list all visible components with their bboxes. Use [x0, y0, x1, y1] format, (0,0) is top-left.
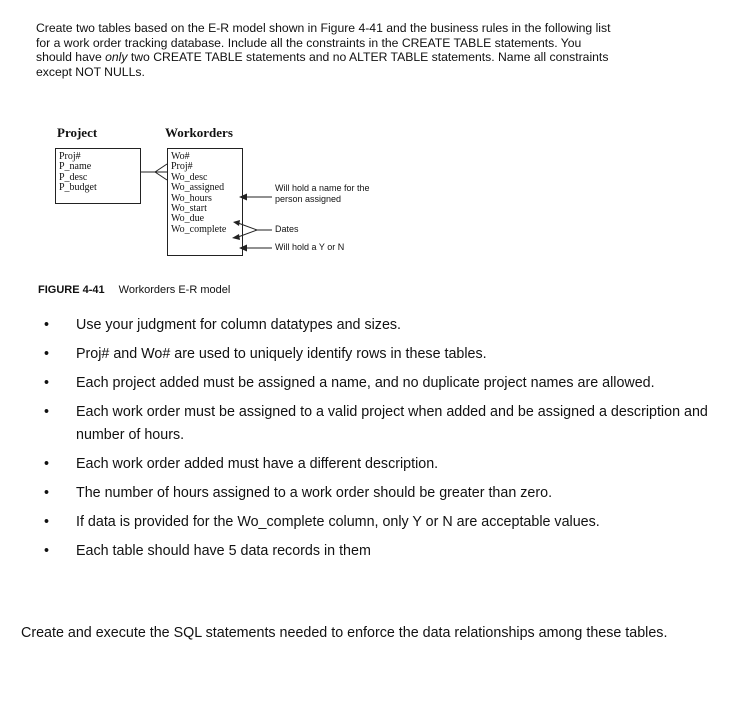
figure-label: FIGURE 4-41 — [38, 284, 105, 296]
project-field: P_name — [59, 161, 92, 173]
workorders-field: Wo_desc — [171, 171, 208, 183]
list-item — [36, 482, 726, 505]
intro-emphasis: only — [105, 50, 128, 65]
workorders-field: Wo_due — [171, 213, 205, 225]
dates-arrow-line — [238, 230, 257, 237]
list-item — [36, 401, 726, 447]
annotation-dates: Dates — [275, 224, 299, 234]
rule-text: Each work order added must have a different description. — [76, 456, 439, 472]
rule-text: The number of hours assigned to a work order should be greater than zero. — [76, 485, 553, 501]
assigned-arrowhead — [239, 194, 247, 201]
intro-text-part2: two CREATE TABLE statements and no ALTER TABLE statements. Name all constraints except NOT NULLs. — [36, 50, 609, 79]
bullet-icon: • — [44, 456, 50, 472]
workorders-field: Wo# — [171, 151, 190, 162]
annotation-assigned: Will hold a name for the person assigned — [275, 183, 370, 204]
workorders-field: Wo_complete — [171, 223, 227, 235]
bullet-icon: • — [44, 404, 50, 420]
dates-arrowhead — [232, 234, 240, 240]
intro-text-part1: Create two tables based on the E-R model shown in Figure 4-41 and the business rules in the following list for a work order tracking database. Include all the constraints in the CREATE TABLE statements. You should have — [36, 21, 611, 65]
list-item — [36, 343, 726, 366]
workorders-field: Wo_assigned — [171, 182, 225, 194]
workorders-table-title: Workorders — [165, 125, 233, 140]
rule-text: Each project added must be assigned a name, and no duplicate project names are allowed. — [76, 375, 655, 391]
dates-arrow-line — [238, 223, 257, 230]
annotation-complete: Will hold a Y or N — [275, 242, 345, 252]
rule-text: Use your judgment for column datatypes and sizes. — [76, 317, 402, 333]
crows-foot-mark — [155, 172, 167, 180]
bullet-icon: • — [44, 514, 50, 530]
bullet-icon: • — [44, 317, 50, 333]
list-item — [36, 511, 726, 534]
project-table-title: Project — [57, 125, 98, 140]
rule-text: Proj# and Wo# are used to uniquely identify rows in these tables. — [76, 346, 487, 362]
workorders-field: Proj# — [171, 161, 193, 173]
figure-caption — [38, 284, 230, 296]
rule-text: If data is provided for the Wo_complete column, only Y or N are acceptable values. — [76, 514, 600, 530]
project-field: P_desc — [59, 171, 88, 183]
workorders-field: Wo_start — [171, 203, 207, 215]
figure-caption-text: Workorders E-R model — [118, 284, 231, 296]
list-item — [36, 314, 726, 337]
bullet-icon: • — [44, 543, 50, 559]
complete-arrowhead — [239, 245, 247, 252]
rule-text: Each work order must be assigned to a valid project when added and be assigned a description and number of hours. — [76, 404, 708, 443]
project-field: Proj# — [59, 151, 81, 162]
workorders-field: Wo_hours — [171, 192, 212, 204]
bullet-icon: • — [44, 485, 50, 501]
list-item — [36, 372, 726, 395]
bullet-icon: • — [44, 375, 50, 391]
list-item — [36, 453, 726, 476]
closing-instruction: Create and execute the SQL statements needed to enforce the data relationships among these tables. — [21, 625, 668, 641]
list-item — [36, 540, 726, 563]
rule-text: Each table should have 5 data records in them — [76, 543, 371, 559]
bullet-icon: • — [44, 346, 50, 362]
business-rules-list — [36, 314, 726, 569]
project-field: P_budget — [59, 182, 97, 194]
crows-foot-mark — [155, 164, 167, 172]
dates-arrowhead — [233, 220, 240, 226]
